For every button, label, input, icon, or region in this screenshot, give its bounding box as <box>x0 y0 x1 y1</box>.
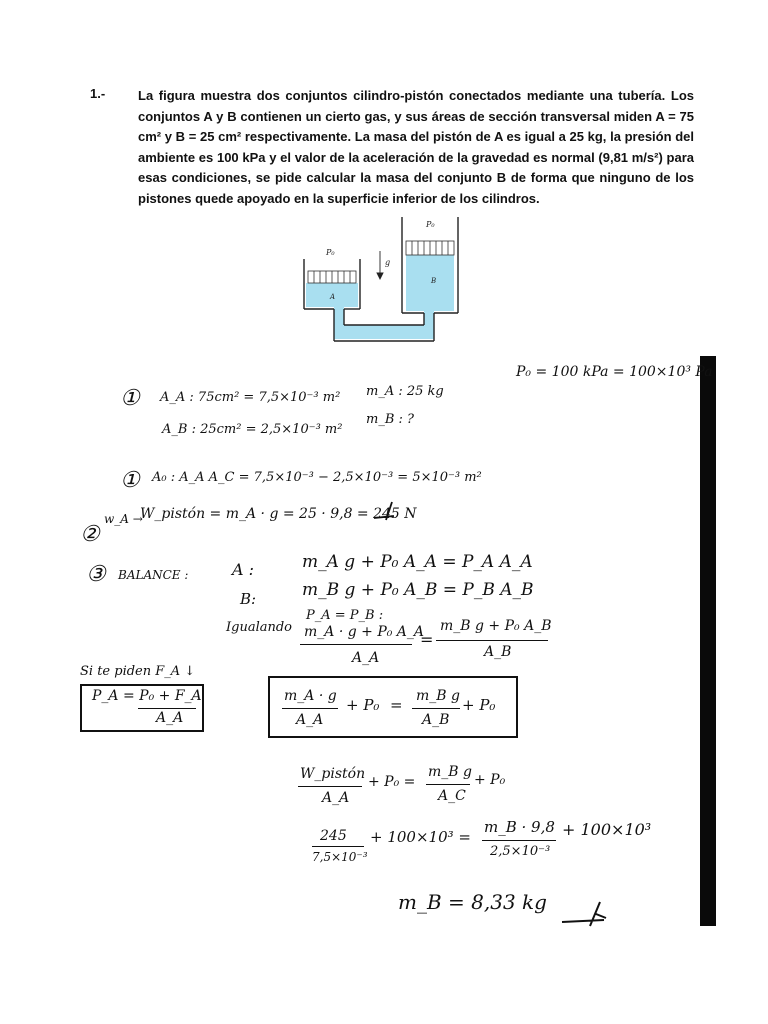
fraction-bar <box>436 640 548 641</box>
fraction-bar <box>312 846 364 847</box>
mass-a: m_A : 25 kg <box>366 384 444 399</box>
step-1b-marker: ① <box>120 468 140 493</box>
boxed-den-right: A_B <box>422 712 450 728</box>
check-mark <box>560 896 610 928</box>
weight-plus: + P₀ = <box>368 774 416 790</box>
gravity-arrow <box>377 251 383 279</box>
boxed-num-right: m_B g <box>416 688 460 704</box>
weight-den-right: A_C <box>438 788 466 804</box>
numeric-den-right: 2,5×10⁻³ <box>490 844 551 859</box>
weight-num: W_pistón <box>300 766 366 782</box>
scan-edge <box>700 356 716 926</box>
p0-left-label: P₀ <box>326 248 335 257</box>
final-result: m_B = 8,33 kg <box>398 890 547 914</box>
numeric-plus-left: + 100×10³ = <box>370 828 471 846</box>
gravity-label: g <box>385 258 391 267</box>
numeric-num-right: m_B · 9,8 <box>484 818 555 836</box>
boxed-plus-right: + P₀ <box>462 696 496 714</box>
step-1-marker: ① <box>120 386 140 411</box>
weight-plus-right: + P₀ <box>474 772 506 788</box>
boxed-num-left: m_A · g <box>284 688 337 704</box>
p0-given: P₀ = 100 kPa = 100×10³ Pa <box>516 364 713 380</box>
balance-a-label: A : <box>232 560 255 579</box>
fraction-bar <box>300 644 412 645</box>
equals-sign: = <box>390 696 403 714</box>
numeric-num-left: 245 <box>320 828 347 844</box>
boxed-plus-left: + P₀ <box>346 696 380 714</box>
area-b: A_B : 25cm² = 2,5×10⁻³ m² <box>162 422 343 437</box>
equated-num-right: m_B g + P₀ A_B <box>440 618 552 634</box>
fraction-bar <box>412 708 460 709</box>
balance-a-equation: m_A g + P₀ A_A = P_A A_A <box>302 552 533 572</box>
pa-equals-pb: P_A = P_B : <box>306 608 384 623</box>
mass-b: m_B : ? <box>366 412 414 427</box>
weight-prefix: w_A → <box>104 512 143 526</box>
balance-b-equation: m_B g + P₀ A_B = P_B A_B <box>302 580 534 600</box>
piston-a <box>308 271 356 283</box>
numeric-den-left: 7,5×10⁻³ <box>312 850 368 864</box>
fraction-bar <box>482 840 556 841</box>
igualando-label: Igualando <box>226 620 293 635</box>
area-ac: A₀ : A_A A_C = 7,5×10⁻³ − 2,5×10⁻³ = 5×10⁻³ m² <box>152 470 482 485</box>
equated-den-right: A_B <box>484 644 512 660</box>
fraction-bar <box>298 786 362 787</box>
p0-right-label: P₀ <box>426 220 435 229</box>
piston-b <box>406 241 454 255</box>
side-pa: P_A = P₀ + F_A <box>92 688 202 704</box>
label-a: A <box>330 293 336 301</box>
side-aa: A_A <box>156 710 184 726</box>
equated-den-left: A_A <box>352 650 380 666</box>
numeric-plus-right: + 100×10³ <box>562 820 652 839</box>
balance-label: BALANCE : <box>118 568 189 582</box>
step-3-marker: ③ <box>86 562 106 587</box>
equals-sign: = <box>420 630 434 649</box>
piston-weight: W_pistón = m_A · g = 25 · 9,8 = 245 N <box>140 506 417 522</box>
balance-b-label: B: <box>240 590 257 608</box>
fraction-bar <box>138 708 196 709</box>
step-2-marker: ② <box>80 522 100 547</box>
equated-num-left: m_A · g + P₀ A_A <box>304 624 425 640</box>
weight-den: A_A <box>322 790 350 806</box>
fraction-bar <box>426 784 470 785</box>
fraction-bar <box>282 708 338 709</box>
boxed-den-left: A_A <box>296 712 324 728</box>
label-b: B <box>431 277 437 285</box>
side-note: Si te piden F_A ↓ <box>80 664 196 679</box>
check-mark-small <box>372 500 398 522</box>
cylinder-piston-figure <box>296 213 470 345</box>
area-a: A_A : 75cm² = 7,5×10⁻³ m² <box>160 390 341 405</box>
weight-num-right: m_B g <box>428 764 472 780</box>
problem-number: 1.- <box>90 86 106 101</box>
problem-text: La figura muestra dos conjuntos cilindro-pistón conectados mediante una tubería. Los conjuntos A y B contienen un cierto gas, y sus áreas de sección transversal miden A = 75 cm² y B = 25 cm² respectivamente. La masa del pistón de A es igual a 25 kg, la presión del ambiente es 100 kPa y el valor de la aceleración de la gravedad es normal (9,81 m/s²) para esas condiciones, se pide calcular la masa del conjunto B de forma que ninguno de los pistones quede apoyado en la superficie inferior de los cilindros. <box>138 88 694 206</box>
